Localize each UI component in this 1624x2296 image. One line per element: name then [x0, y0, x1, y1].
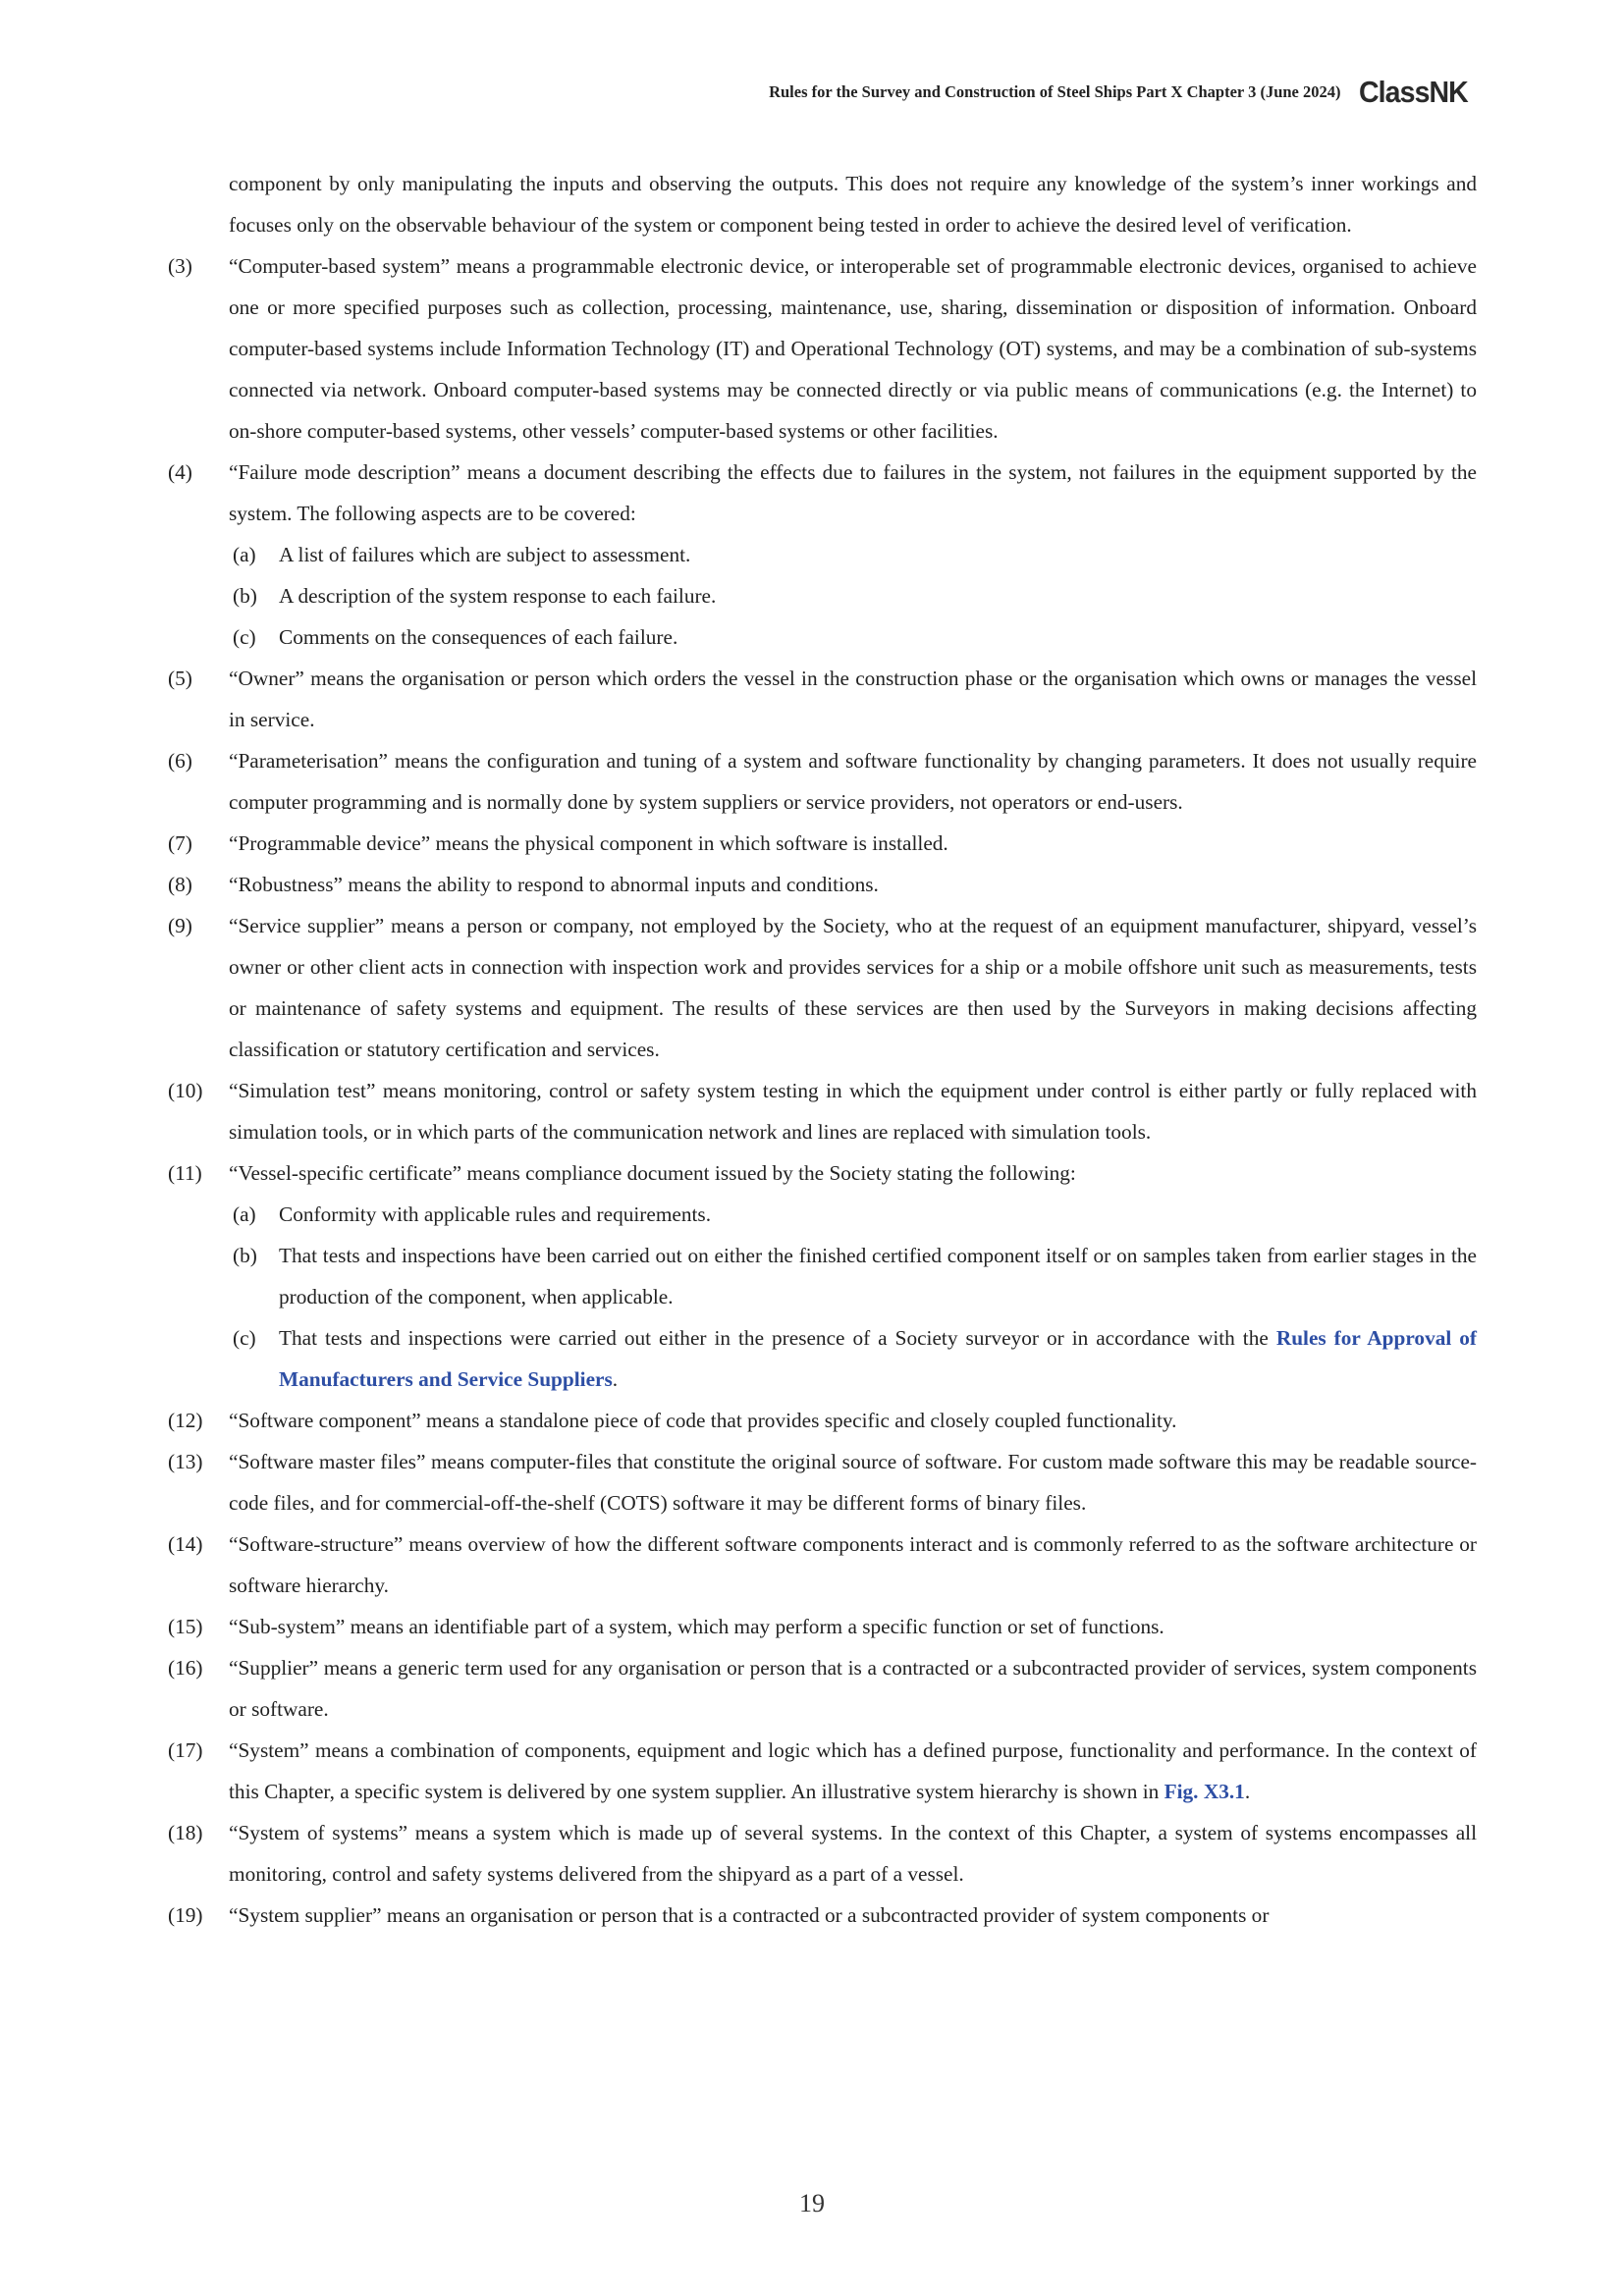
header-title: Rules for the Survey and Construction of Steel Ships Part X Chapter 3 (June 2024) [769, 82, 1341, 101]
item-text: “Programmable device” means the physical component in which software is installed. [229, 831, 948, 855]
sub-item-letter: (b) [233, 584, 257, 608]
sub-item-text: A description of the system response to each failure. [279, 584, 717, 608]
definition-item [168, 658, 1477, 740]
item-number: (14) [168, 1532, 203, 1556]
item-text: “Simulation test” means monitoring, control or safety system testing in which the equipment under control is either partly or fully replaced with simulation tools, or in which parts of the communication network and lines are replaced with simulation tools. [229, 1079, 1477, 1144]
definition-item [168, 452, 1477, 534]
item-number: (19) [168, 1903, 203, 1927]
sub-item-letter: (c) [233, 625, 256, 649]
item-text: “Software component” means a standalone piece of code that provides specific and closely coupled functionality. [229, 1409, 1177, 1432]
classnk-logo: ClassNK [1358, 75, 1468, 109]
definition-item [168, 1400, 1477, 1441]
item-text: “Vessel-specific certificate” means compliance document issued by the Society stating the following: [229, 1161, 1076, 1185]
sub-item-text: A list of failures which are subject to assessment. [279, 543, 691, 566]
definition-item [168, 864, 1477, 905]
sub-item-letter: (c) [233, 1326, 256, 1350]
item-number: (4) [168, 460, 192, 484]
item-text: “System” means a combination of components, equipment and logic which has a defined purpose, functionality and performance. In the context of this Chapter, a specific system is delivered by one system supplier. An illustrative system hierarchy is shown in [229, 1738, 1477, 1803]
sub-item-text: That tests and inspections have been carried out on either the finished certified component itself or on samples taken from earlier stages in the production of the component, when applicable. [279, 1244, 1477, 1308]
item-text: “Software master files” means computer-files that constitute the original source of software. For custom made software this may be readable source-code files, and for commercial-off-the-shelf (COTS) software it may be different forms of binary files. [229, 1450, 1477, 1515]
definition-item [168, 905, 1477, 1070]
definition-item [168, 823, 1477, 864]
item-text: “Robustness” means the ability to respond to abnormal inputs and conditions. [229, 873, 879, 896]
item-number: (12) [168, 1409, 203, 1432]
sub-item [168, 534, 1477, 575]
item-text: “Failure mode description” means a document describing the effects due to failures in the system, not failures in the equipment supported by the system. The following aspects are to be covered: [229, 460, 1477, 525]
item-number: (18) [168, 1821, 203, 1844]
item-text: “Computer-based system” means a programmable electronic device, or interoperable set of programmable electronic devices, organised to achieve one or more specified purposes such as collection, processing, maintenance, use, sharing, dissemination or disposition of information. Onboard computer-based systems include Information Technology (IT) and Operational Technology (OT) systems, and may be a combination of sub-systems connected via network. Onboard computer-based systems may be connected directly or via public means of communications (e.g. the Internet) to on-shore computer-based systems, other vessels’ computer-based systems or other facilities. [229, 254, 1477, 443]
item-text: “Software-structure” means overview of how the different software components interact and is commonly referred to as the software architecture or software hierarchy. [229, 1532, 1477, 1597]
item-number: (6) [168, 749, 192, 773]
page-number: 19 [799, 2189, 825, 2217]
item-number: (7) [168, 831, 192, 855]
sub-item [168, 1317, 1477, 1400]
fig-x3-1-link[interactable]: Fig. X3.1 [1164, 1780, 1245, 1803]
definition-item [168, 245, 1477, 452]
continuation-paragraph: component by only manipulating the inputs and observing the outputs. This does not require any knowledge of the system’s inner workings and focuses only on the observable behaviour of the system or component being tested in order to achieve the desired level of verification. [229, 172, 1477, 237]
item-number: (15) [168, 1615, 203, 1638]
rules-approval-link[interactable]: Rules for Approval of Manufacturers and Service Suppliers [279, 1326, 1477, 1391]
definition-item [168, 1812, 1477, 1895]
sub-item-text-after: . [612, 1367, 619, 1391]
definition-item [168, 1523, 1477, 1606]
item-number: (17) [168, 1738, 203, 1762]
item-number: (8) [168, 873, 192, 896]
item-text: “System of systems” means a system which is made up of several systems. In the context of this Chapter, a system of systems encompasses all monitoring, control and safety systems delivered from the shipyard as a part of a vessel. [229, 1821, 1477, 1886]
sub-item-text: Conformity with applicable rules and requirements. [279, 1202, 712, 1226]
item-number: (10) [168, 1079, 203, 1102]
item-number: (9) [168, 914, 192, 937]
definition-item [168, 740, 1477, 823]
sub-item-text: That tests and inspections were carried out either in the presence of a Society surveyor or in accordance with the [279, 1326, 1276, 1350]
item-number: (5) [168, 667, 192, 690]
item-text: “Owner” means the organisation or person which orders the vessel in the construction phase or the organisation which owns or manages the vessel in service. [229, 667, 1477, 731]
item-text: “System supplier” means an organisation or person that is a contracted or a subcontracted provider of system components or [229, 1903, 1270, 1927]
sub-item-letter: (a) [233, 1202, 256, 1226]
item-number: (16) [168, 1656, 203, 1680]
definition-item [168, 1647, 1477, 1730]
definition-item [168, 1730, 1477, 1812]
item-text: “Supplier” means a generic term used for any organisation or person that is a contracted or a subcontracted provider of services, system components or software. [229, 1656, 1477, 1721]
item-number: (3) [168, 254, 192, 278]
item-text: “Service supplier” means a person or company, not employed by the Society, who at the request of an equipment manufacturer, shipyard, vessel’s owner or other client acts in connection with inspection work and provides services for a ship or a mobile offshore unit such as measurements, tests or maintenance of safety systems and equipment. The results of these services are then used by the Surveyors in making decisions affecting classification or statutory certification and services. [229, 914, 1477, 1061]
sub-item [168, 1235, 1477, 1317]
sub-item [168, 616, 1477, 658]
sub-item-letter: (b) [233, 1244, 257, 1267]
item-text-after: . [1244, 1780, 1251, 1803]
item-text: “Parameterisation” means the configuration and tuning of a system and software functionality by changing parameters. It does not usually require computer programming and is normally done by system suppliers or service providers, not operators or end-users. [229, 749, 1477, 814]
item-text: “Sub-system” means an identifiable part of a system, which may perform a specific function or set of functions. [229, 1615, 1164, 1638]
definition-item [168, 1441, 1477, 1523]
definition-item [168, 1606, 1477, 1647]
page-header [769, 75, 1477, 110]
document-body [168, 163, 1477, 1936]
sub-item [168, 575, 1477, 616]
sub-item-text: Comments on the consequences of each failure. [279, 625, 678, 649]
definition-item [168, 1152, 1477, 1194]
definition-item [168, 1070, 1477, 1152]
item-number: (13) [168, 1450, 203, 1473]
sub-item [168, 1194, 1477, 1235]
item-number: (11) [168, 1161, 202, 1185]
sub-item-letter: (a) [233, 543, 256, 566]
definition-item [168, 1895, 1477, 1936]
